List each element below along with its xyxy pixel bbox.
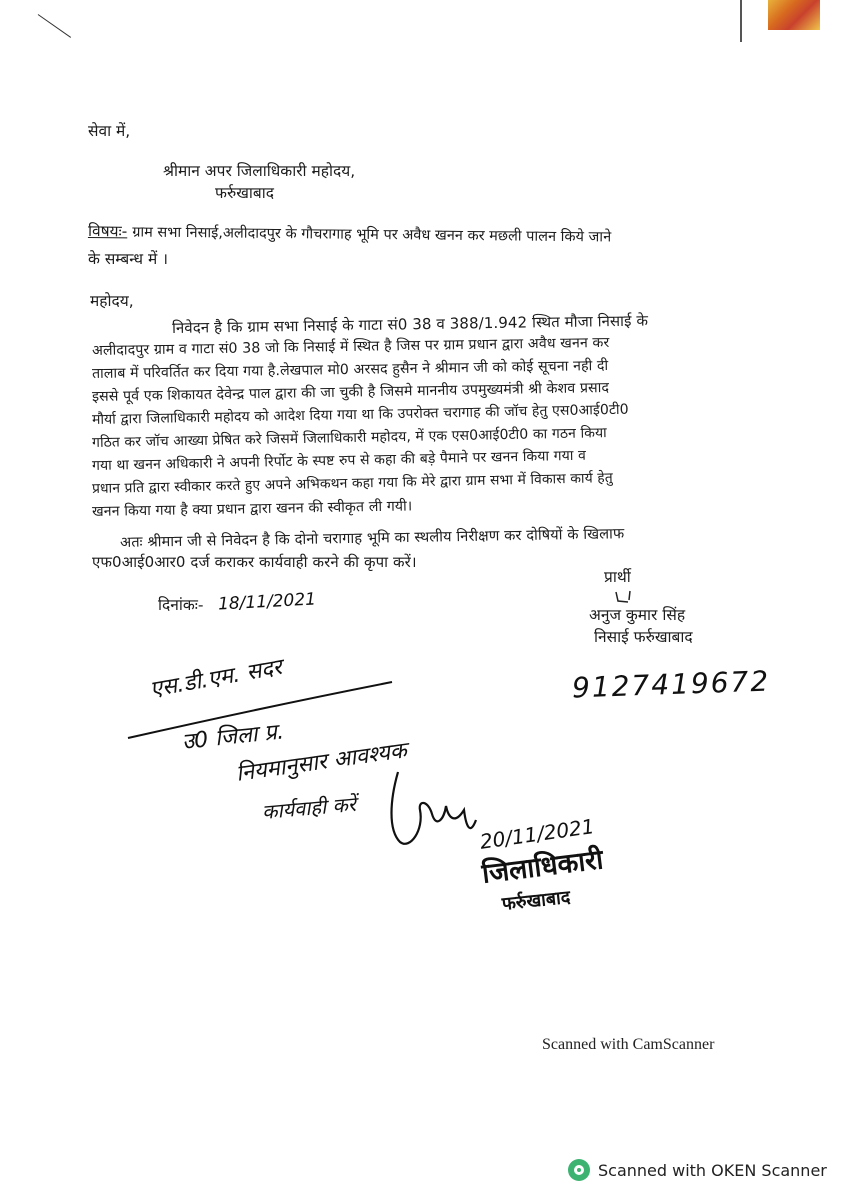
- date-label: दिनांकः-: [158, 596, 204, 614]
- applicant-phone: 9127419672: [571, 664, 771, 705]
- body-line: खनन किया गया है क्या प्रधान द्वारा खनन की स्वीकृत ली गयी।: [91, 498, 413, 520]
- addressee: श्रीमान अपर जिलाधिकारी महोदय,: [163, 162, 356, 180]
- scan-artifact-line: [38, 14, 71, 38]
- subject-label: विषयः-: [87, 222, 128, 241]
- request-line-2: एफ0आई0आर0 दर्ज कराकर कार्यवाही करने की कृपा करें।: [92, 553, 417, 571]
- stamp-city: फर्रुखाबाद: [500, 886, 572, 915]
- greeting: महोदय,: [90, 292, 134, 310]
- oken-logo-icon: [568, 1159, 590, 1181]
- oken-watermark-text: Scanned with OKEN Scanner: [598, 1160, 827, 1180]
- subject-line-1: ग्राम सभा निसाई,अलीदादपुर के गौचरागाह भूमि पर अवैध खनन कर मछली पालन किये जाने: [132, 224, 612, 246]
- endorsement-line-3: नियमानुसार आवश्यक: [234, 738, 409, 787]
- request-line-1: अतः श्रीमान जी से निवेदन है कि दोनो चरागाह भूमि का स्थलीय निरीक्षण कर दोषियों के खिलाफ: [119, 525, 625, 551]
- camscanner-watermark: Scanned with CamScanner: [542, 1036, 715, 1053]
- subject: [88, 222, 611, 247]
- endorsement-line-4: कार्यवाही करें: [260, 791, 357, 824]
- body-line: प्रधान प्रति द्वारा स्वीकार करते हुए अपने अभिकथन कहा गया कि मेरे द्वारा ग्राम सभा में विकास कार्य हेतु: [91, 470, 613, 497]
- body-line: मौर्या द्वारा जिलाधिकारी महोदय को आदेश दिया गया था कि उपरोक्त चरागाह की जॉच हेतु एस0आई0टी0: [91, 401, 629, 428]
- endorsement-line-1: एस.डी.एम. सदर: [148, 655, 284, 703]
- applicant-name: अनुज कुमार सिंह: [589, 606, 686, 624]
- body-line: अलीदादपुर ग्राम व गाटा सं0 38 जो कि निसाई में स्थित है जिस पर ग्राम प्रधान द्वारा अवैध खनन कर: [91, 334, 610, 359]
- officer-date: 20/11/2021: [478, 814, 596, 854]
- body-line: निवेदन है कि ग्राम सभा निसाई के गाटा सं0 38 व 388/1.942 स्थित मौजा निसाई के: [171, 311, 649, 337]
- applicant-signature: [614, 590, 638, 604]
- body-line: गया था खनन अधिकारी ने अपनी रिर्पोट के स्पष्ट रुप से कहा की बड़े पैमाने पर खनन किया गया व: [91, 447, 587, 474]
- applicant-place: निसाई फर्रुखाबाद: [594, 628, 693, 646]
- addressee-city: फर्रुखाबाद: [215, 184, 275, 202]
- body-line: इससे पूर्व एक शिकायत देवेन्द्र पाल द्वारा की जा चुकी है जिसमे माननीय उपमुख्यमंत्री श्री केशव प्रसाद: [91, 379, 610, 405]
- subject-line-2: के सम्बन्ध में ।: [88, 250, 169, 268]
- stamp-title: जिलाधिकारी: [480, 844, 605, 890]
- corner-photo-fragment: [768, 0, 820, 30]
- body-line: गठित कर जॉच आख्या प्रेषित करे जिसमें जिलाधिकारी महोदय, में एक एस0आई0टी0 का गठन किया: [91, 425, 607, 451]
- endorsement-line-2: उ0 जिला प्र.: [180, 719, 286, 755]
- salutation-to: सेवा में,: [88, 122, 131, 140]
- applicant-label: प्रार्थी: [604, 568, 631, 586]
- officer-signature: [380, 770, 490, 860]
- scan-artifact-mark: [740, 0, 742, 42]
- oken-watermark: [568, 1159, 827, 1181]
- body-line: तालाब में परिवर्तित कर दिया गया है.लेखपाल मो0 अरसद हुसैन ने श्रीमान जी को कोई सूचना नही दी: [91, 357, 609, 382]
- date-handwritten: 18/11/2021: [217, 589, 317, 615]
